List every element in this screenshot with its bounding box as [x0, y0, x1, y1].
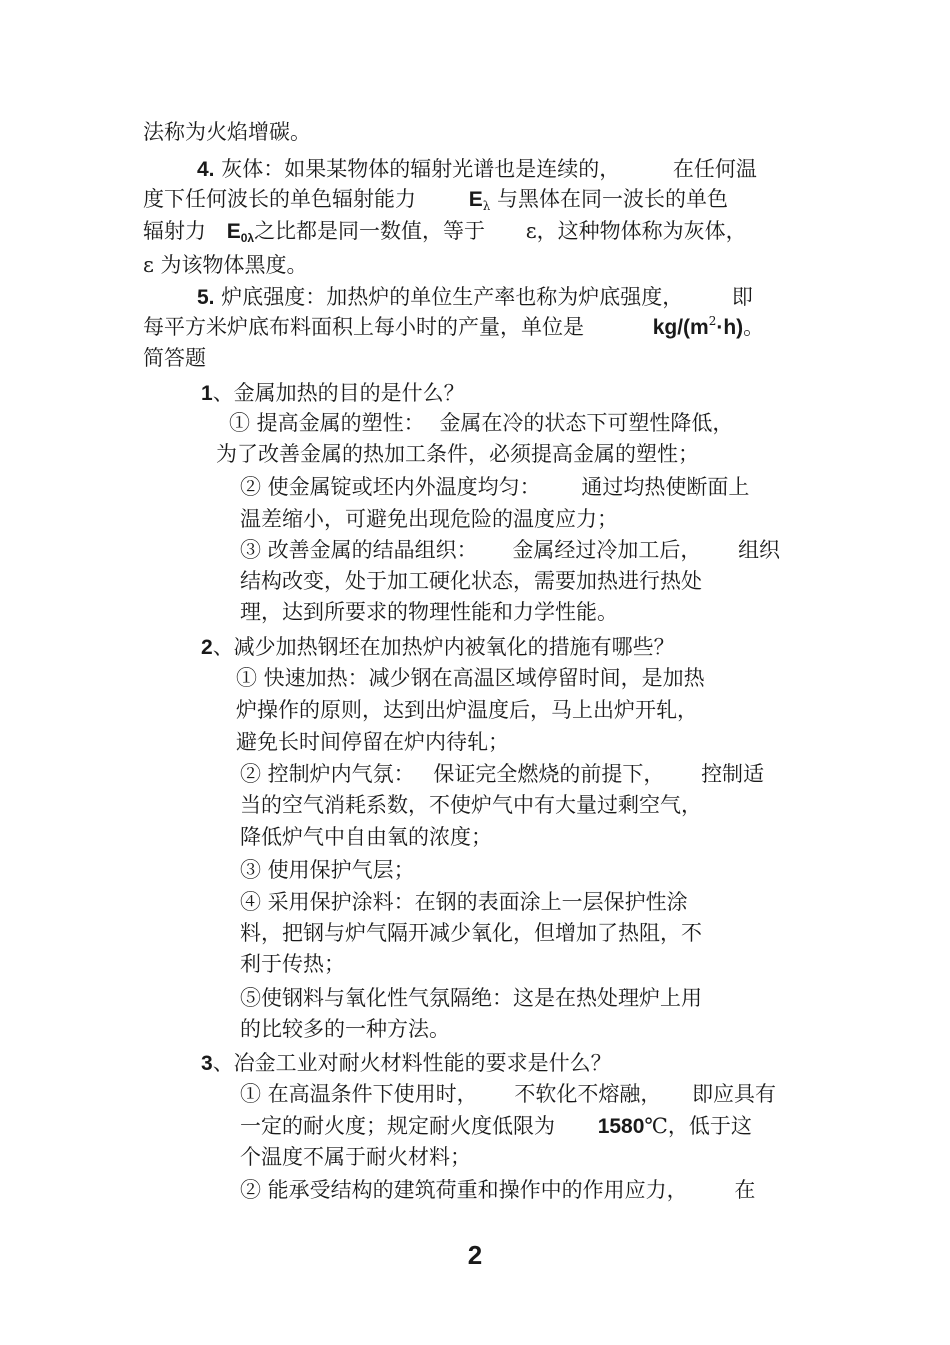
question-2-title [201, 634, 675, 660]
text-span: ⑤使钢料与氧化性气氛隔绝：这是在热处理炉上用 [240, 986, 702, 1010]
symbol-e: E [468, 188, 483, 211]
answer-line [240, 920, 702, 946]
answer-line [240, 889, 688, 915]
text-span: 避免长时间停留在炉内待轧； [236, 730, 509, 754]
answer-line [240, 1081, 776, 1107]
definition-item-4-line-1 [197, 156, 757, 182]
text-span: ① 在高温条件下使用时， [240, 1082, 478, 1106]
item-number: 4. [197, 158, 215, 181]
text-span: 个温度不属于耐火材料； [240, 1145, 471, 1169]
answer-line [236, 729, 509, 755]
symbol-subscript: λ [482, 199, 491, 213]
answer-line [216, 441, 699, 467]
answer-line [240, 1177, 755, 1203]
definition-item-5-line-1 [197, 284, 753, 310]
answer-line [240, 985, 702, 1011]
text-span: ② 控制炉内气氛： [240, 762, 415, 786]
text-span: 的比较多的一种方法。 [240, 1017, 450, 1041]
text-span: 与黑体在同一波长的单色 [497, 187, 728, 211]
text-span: 控制适 [701, 762, 765, 786]
text-span: 每平方米炉底布料面积上每小时的产量，单位是 [143, 315, 584, 339]
answer-line [240, 506, 618, 532]
answer-line [240, 761, 764, 787]
text-span: 温差缩小，可避免出现危险的温度应力； [240, 507, 618, 531]
answer-line [240, 474, 749, 500]
answer-line [236, 697, 698, 723]
text-span: 炉操作的原则，达到出炉温度后，马上出炉开轧， [236, 698, 698, 722]
text-span: 利于传热； [240, 952, 345, 976]
text-span: 料，把钢与炉气隔开减少氧化，但增加了热阻，不 [240, 921, 702, 945]
text-span: ε 为该物体黑度。 [143, 253, 308, 277]
text-span: 一定的耐火度；规定耐火度低限为 [240, 1114, 555, 1138]
text-span: 当的空气消耗系数，不使炉气中有大量过剩空气， [240, 793, 702, 817]
answer-line [240, 792, 702, 818]
unit-text: ·h) [716, 316, 744, 339]
text-span: 灰体：如果某物体的辐射光谱也是连续的， [221, 157, 621, 181]
definition-item-4-line-2 [143, 186, 728, 212]
text-span: 在 [734, 1178, 756, 1202]
text-span: 之比都是同一数值，等于 [254, 219, 486, 243]
question-text: 、减少加热钢坯在加热炉内被氧化的措施有哪些？ [212, 635, 675, 659]
unit-text: kg/(m [652, 316, 709, 339]
definition-item-5-line-2 [143, 314, 764, 340]
question-number: 3 [201, 1052, 213, 1075]
text-span: 通过均热使断面上 [581, 475, 750, 499]
question-number: 2 [201, 636, 213, 659]
answer-line [240, 1113, 752, 1139]
text-span: 。 [743, 315, 765, 339]
answer-line [240, 1016, 450, 1042]
page-number: 2 [467, 1240, 483, 1270]
text-span: 不软化不熔融， [514, 1082, 662, 1106]
text-span: 即 [731, 285, 753, 309]
section-title-text: 简答题 [143, 346, 206, 370]
text-span: 为了改善金属的热加工条件，必须提高金属的塑性； [216, 442, 699, 466]
unit-superscript: 2 [708, 314, 717, 328]
question-3-title [201, 1050, 612, 1076]
text-span: 组织 [738, 538, 781, 562]
question-number: 1 [201, 382, 213, 405]
text-span: 保证完全燃烧的前提下， [433, 762, 665, 786]
text-span: 辐射力 [143, 219, 206, 243]
text-span: 金属经过冷加工后， [512, 538, 702, 562]
text-span: 在任何温 [672, 157, 757, 181]
answer-line [240, 951, 345, 977]
text-span: 炉底强度：加热炉的单位生产率也称为炉底强度， [221, 285, 684, 309]
text-span: 即应具有 [692, 1082, 777, 1106]
item-number: 5. [197, 286, 215, 309]
answer-line [229, 410, 733, 436]
answer-line [240, 568, 702, 594]
text-span: 降低炉气中自由氧的浓度； [240, 825, 492, 849]
section-title [143, 345, 206, 371]
text-span: 结构改变，处于加工硬化状态，需要加热进行热处 [240, 569, 702, 593]
text-span: ③ 改善金属的结晶组织： [240, 538, 478, 562]
text-span: ℃，低于这 [644, 1114, 752, 1138]
paragraph-line [143, 119, 311, 145]
answer-line [240, 537, 780, 563]
text-span: 法称为火焰增碳。 [143, 120, 311, 144]
question-1-title [201, 380, 465, 406]
answer-line [240, 599, 618, 625]
text-span: ① 快速加热：减少钢在高温区域停留时间，是加热 [236, 666, 705, 690]
symbol-subscript: 0λ [240, 231, 255, 245]
text-span: ④ 采用保护涂料：在钢的表面涂上一层保护性涂 [240, 890, 688, 914]
answer-line [240, 857, 415, 883]
text-span: ② 使金属锭或坯内外温度均匀： [240, 475, 541, 499]
text-span: 度下任何波长的单色辐射能力 [143, 187, 416, 211]
text-span: 金属在冷的状态下可塑性降低， [439, 411, 734, 435]
text-span: ε，这种物体称为灰体， [525, 219, 747, 243]
definition-item-4-line-3 [143, 218, 747, 244]
text-span: ① 提高金属的塑性： [229, 411, 425, 435]
text-span: ③ 使用保护气层； [240, 858, 415, 882]
question-text: 、冶金工业对耐火材料性能的要求是什么？ [212, 1051, 612, 1075]
text-span: ② 能承受结构的建筑荷重和操作中的作用应力， [240, 1178, 688, 1202]
answer-line [240, 824, 492, 850]
definition-item-4-line-4 [143, 252, 308, 278]
question-text: 、金属加热的目的是什么？ [212, 381, 465, 405]
temperature-value: 1580 [597, 1115, 645, 1138]
answer-line [236, 665, 705, 691]
text-span: 理，达到所要求的物理性能和力学性能。 [240, 600, 618, 624]
symbol-e0: E [226, 220, 241, 243]
answer-line [240, 1144, 471, 1170]
